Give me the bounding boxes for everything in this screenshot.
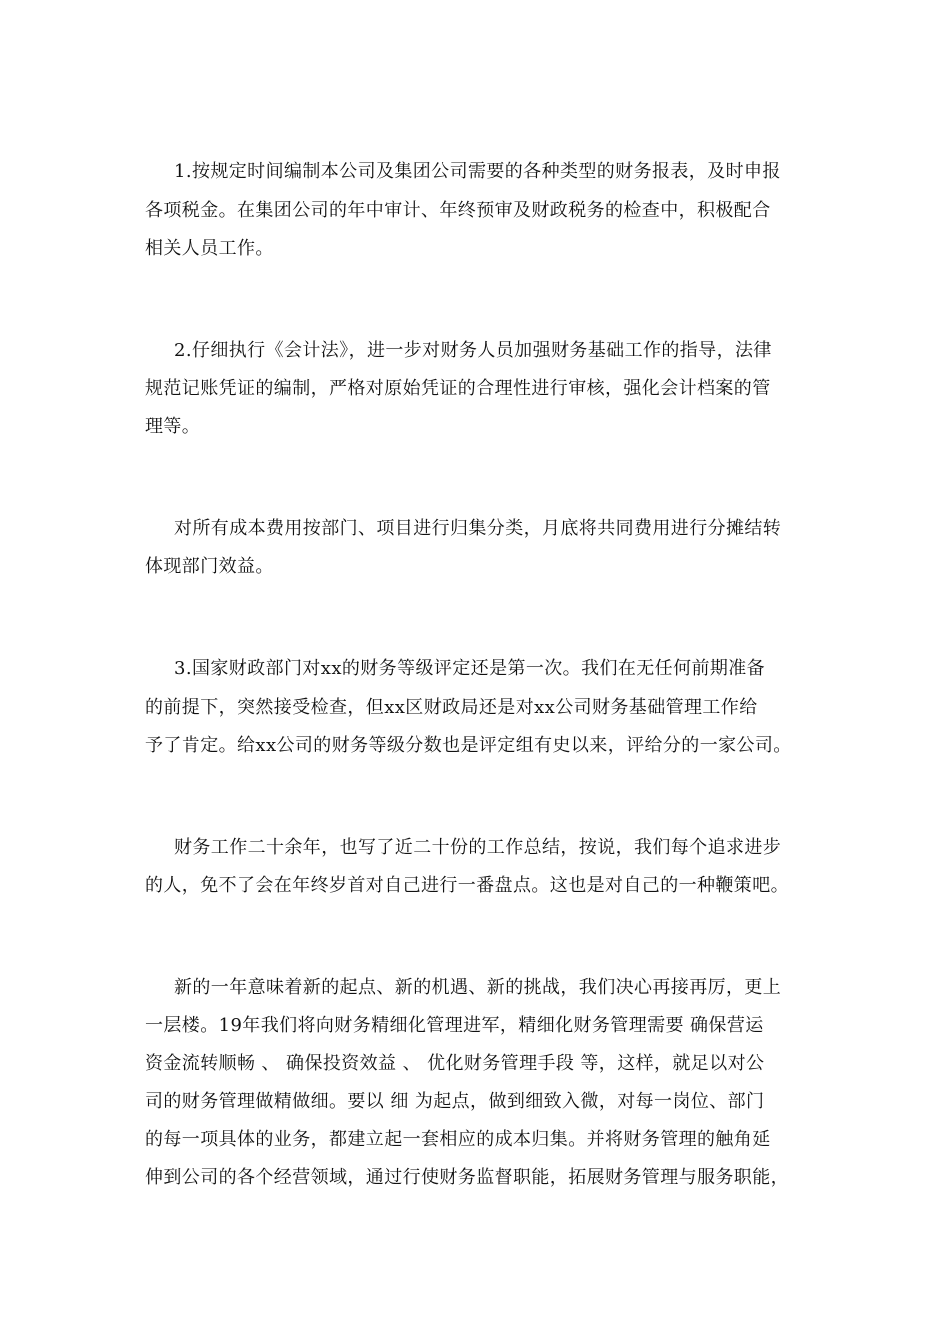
paragraph-line: 的前提下，突然接受检查，但xx区财政局还是对xx公司财务基础管理工作给 xyxy=(145,697,758,718)
paragraph-line: 3.国家财政部门对xx的财务等级评定还是第一次。我们在无任何前期准备 xyxy=(174,658,766,679)
paragraph-line: 规范记账凭证的编制，严格对原始凭证的合理性进行审核，强化会计档案的管 xyxy=(145,378,771,399)
paragraph-line: 1.按规定时间编制本公司及集团公司需要的各种类型的财务报表，及时申报 xyxy=(174,161,781,182)
paragraph-line: 的每一项具体的业务，都建立起一套相应的成本归集。并将财务管理的触角延 xyxy=(145,1129,771,1150)
paragraph-line: 一层楼。19年我们将向财务精细化管理进军，精细化财务管理需要 确保营运 xyxy=(145,1015,764,1036)
paragraph-line: 予了肯定。给xx公司的财务等级分数也是评定组有史以来，评给分的一家公司。 xyxy=(145,735,792,756)
paragraph-line: 理等。 xyxy=(145,416,201,437)
paragraph-line: 体现部门效益。 xyxy=(145,556,274,577)
paragraph-line: 相关人员工作。 xyxy=(145,238,274,259)
paragraph-line: 司的财务管理做精做细。要以 细 为起点，做到细致入微，对每一岗位、部门 xyxy=(145,1091,765,1112)
paragraph-line: 伸到公司的各个经营领域，通过行使财务监督职能，拓展财务管理与服务职能， xyxy=(145,1167,789,1188)
paragraph-line: 财务工作二十余年，也写了近二十份的工作总结，按说，我们每个追求进步 xyxy=(174,837,782,858)
paragraph-line: 的人，免不了会在年终岁首对自己进行一番盘点。这也是对自己的一种鞭策吧。 xyxy=(145,875,789,896)
paragraph-line: 各项税金。在集团公司的年中审计、年终预审及财政税务的检查中，积极配合 xyxy=(145,200,771,221)
paragraph-line: 新的一年意味着新的起点、新的机遇、新的挑战，我们决心再接再厉，更上 xyxy=(174,977,782,998)
paragraph-line: 2.仔细执行《会计法》，进一步对财务人员加强财务基础工作的指导，法律 xyxy=(174,340,772,361)
paragraph-line: 对所有成本费用按部门、项目进行归集分类，月底将共同费用进行分摊结转 xyxy=(174,518,782,539)
paragraph-line: 资金流转顺畅 、 确保投资效益 、 优化财务管理手段 等，这样，就足以对公 xyxy=(145,1053,765,1074)
